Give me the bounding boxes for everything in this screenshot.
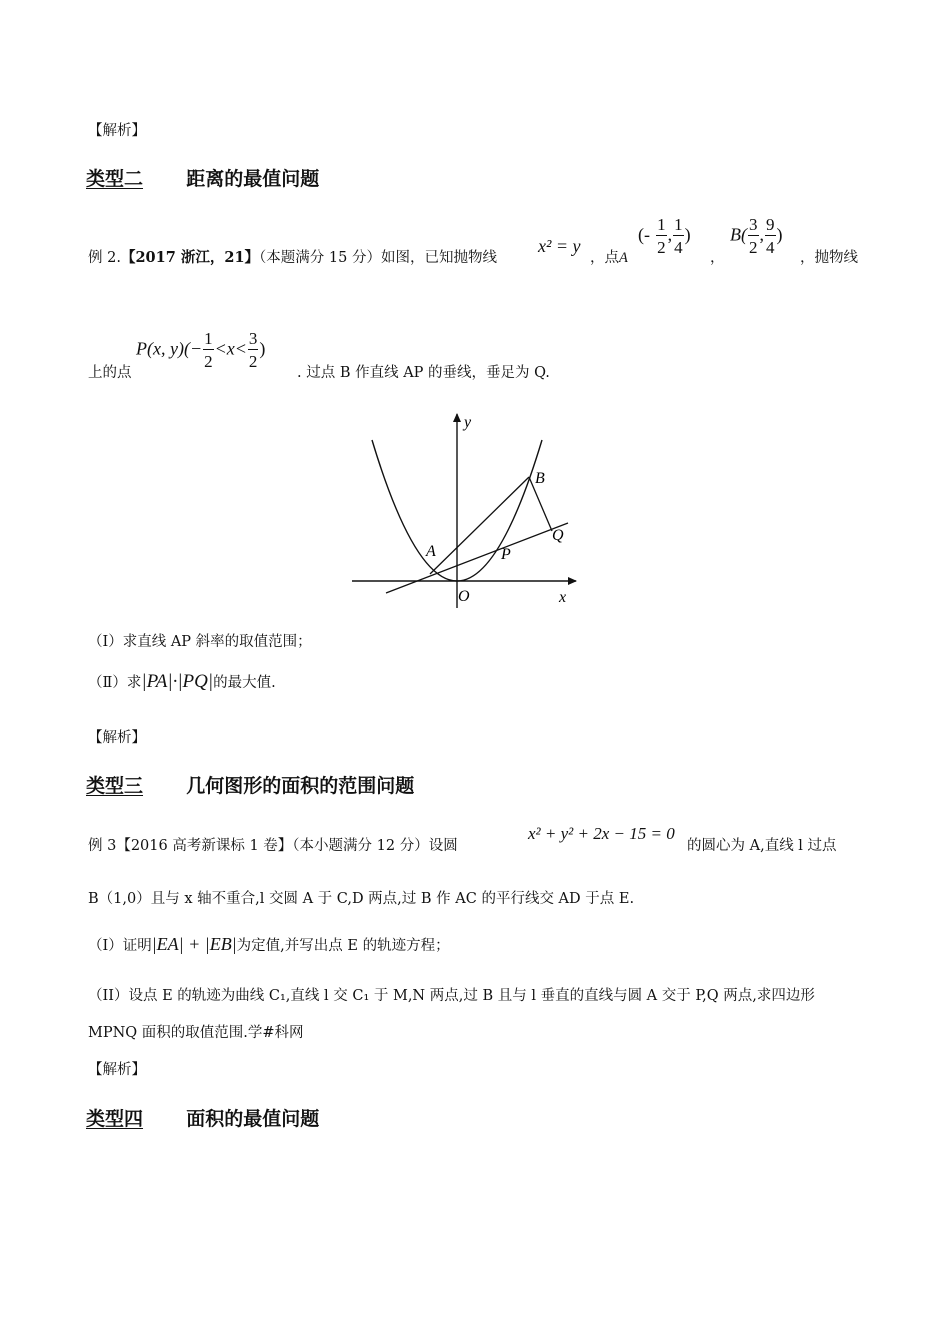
parabola-figure [340,405,590,610]
comma: , [759,224,764,245]
question-2: （II）设点 E 的轨迹为曲线 C₁,直线 l 交 C₁ 于 M,N 两点,过 B 且与 l 垂直的直线与圆 A 交于 P,Q 两点,求四边形 [88,988,815,1004]
label-x: x [559,589,567,606]
question-1 [88,934,450,955]
label: B( [730,224,747,245]
example-3-intro: 例 3【2016 高考新课标 1 卷】（本小题满分 12 分）设圆 [88,838,458,854]
label-b: B [535,470,545,487]
section-heading [86,771,414,798]
point-a-coordinates [638,216,691,256]
denominator: 2 [749,238,758,257]
comma: , [667,224,673,245]
line-ab [430,477,529,574]
section-heading [86,164,319,191]
text: （Ⅱ）求 [88,675,142,691]
fraction [656,216,667,256]
numerator: 1 [674,215,683,234]
fraction [765,216,776,256]
point-a: A [619,250,628,266]
section-type: 类型四 [86,1108,144,1130]
analysis-label: 【解析】 [88,730,146,746]
example-source: 【2017 浙江，21】 [120,249,260,266]
label: P(x, y)(− [136,338,203,359]
denominator: 2 [657,238,666,257]
section-title: 面积的最值问题 [186,1108,320,1130]
example-text: 上的点 [88,365,132,381]
numerator: 3 [749,215,758,234]
paren: (- [638,224,650,245]
text: 的最大值. [213,675,276,691]
example-number: 例 2. [88,250,121,266]
label-p: P [501,546,511,563]
comma: ， [710,250,725,266]
math-expression: |PA|·|PQ| [141,671,214,692]
label-a: A [426,543,436,560]
example-2-intro [88,246,497,267]
label-q: Q [552,527,564,544]
fraction [203,330,214,370]
example-text: （本题满分 15 分）如图，已知抛物线 [259,250,497,266]
denominator: 4 [674,238,683,257]
inequality: <x< [214,338,247,359]
math-expression: |EA| + |EB| [151,934,237,954]
paren: ) [684,224,691,245]
numerator: 9 [766,215,775,234]
line-ap [386,523,568,593]
fraction [248,330,259,370]
numerator: 1 [204,329,213,348]
text: ，点 [590,250,619,266]
question-2 [88,671,276,693]
text: （I）证明 [88,938,152,954]
label-o: O [458,588,470,605]
section-heading [86,1104,319,1131]
circle-equation: x² + y² + 2x − 15 = 0 [528,824,675,843]
section-type: 类型二 [86,168,144,190]
paren: ) [259,338,266,359]
numerator: 3 [248,329,258,348]
paren: ) [776,224,783,245]
section-title: 距离的最值问题 [186,168,320,190]
point-p-condition [136,330,265,370]
example-text: B（1,0）且与 x 轴不重合,l 交圆 A 于 C,D 两点,过 B 作 AC 的平行线交 AD 于点 E. [88,891,635,907]
text: 为定值,并写出点 E 的轨迹方程； [236,938,450,954]
denominator: 2 [248,352,258,371]
section-title: 几何图形的面积的范围问题 [186,775,415,797]
fraction [748,216,759,256]
denominator: 2 [204,352,213,371]
question-1: （Ⅰ）求直线 AP 斜率的取值范围； [88,634,312,650]
point-b-coordinates [730,216,783,256]
example-text: 的圆心为 A,直线 l 过点 [687,838,837,854]
section-type: 类型三 [86,775,144,797]
label-y: y [464,414,472,431]
numerator: 1 [657,215,666,234]
parabola-equation: x² = y [538,236,581,256]
example-text: . 过点 B 作直线 AP 的垂线，垂足为 Q. [297,365,550,381]
question-2-continued: MPNQ 面积的取值范围.学#科网 [88,1025,304,1041]
example-text: ，抛物线 [800,250,858,266]
denominator: 4 [766,238,775,257]
point-a-label [590,246,628,267]
fraction [673,216,684,256]
analysis-label: 【解析】 [88,1062,146,1078]
analysis-label: 【解析】 [88,123,146,139]
